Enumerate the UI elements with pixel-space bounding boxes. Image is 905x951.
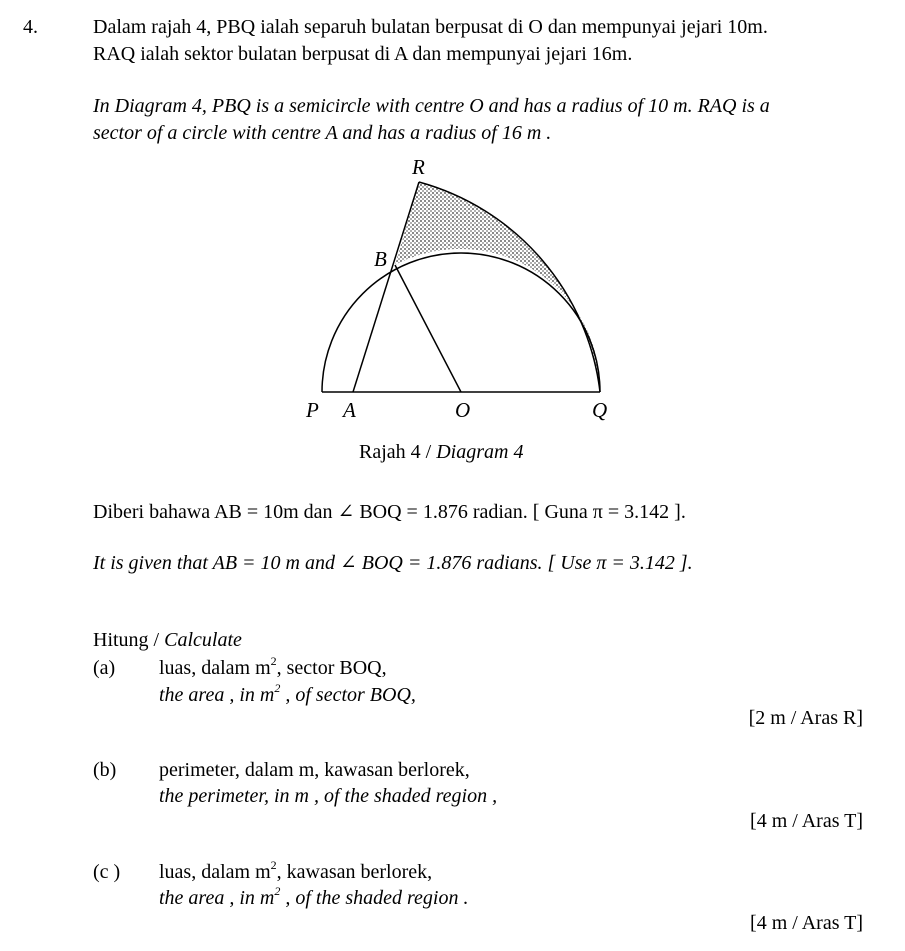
part-c-english-sup: 2 [274,884,281,898]
part-b-label: (b) [93,759,117,781]
line-bo [395,265,461,392]
part-c-malay-rest: , kawasan berlorek, [276,861,433,883]
line-ar [353,182,419,392]
part-a-malay-text: luas, dalam m [159,657,271,679]
part-c-english-text: the area , in m [159,887,275,909]
part-c-malay-sup: 2 [270,858,277,872]
intro-malay-line-2: RAQ ialah sektor bulatan berpusat di A dan mempunyai jejari 16m. [93,43,633,65]
shaded-region [395,182,600,392]
label-p: P [306,398,319,422]
diagram-caption [359,440,523,464]
part-a-english [159,683,416,707]
calculate-english: Calculate [164,629,242,651]
label-b: B [374,247,387,271]
part-a-malay-sup: 2 [270,654,277,668]
part-a-marks: [2 m / Aras R] [748,707,863,729]
part-c-label: (c ) [93,861,121,883]
intro-english-line-1: In Diagram 4, PBQ is a semicircle with centre O and has a radius of 10 m. RAQ is a [93,95,770,117]
label-o: O [455,398,471,422]
given-english: It is given that AB = 10 m and ∠ BOQ = 1.876 radians. [ Use π = 3.142 ]. [93,552,693,574]
label-a: A [343,398,356,422]
part-a-malay-rest: , sector BOQ, [276,657,387,679]
part-a-label: (a) [93,657,116,679]
caption-malay: Rajah 4 / [359,441,437,463]
part-a-malay [159,656,387,680]
part-c-malay [159,860,432,884]
calculate-heading [93,628,242,652]
part-c-english-rest: , of the shaded region . [280,887,469,909]
part-b-english: the perimeter, in m , of the shaded region , [159,785,498,807]
calculate-malay: Hitung / [93,629,165,651]
intro-malay-line-1: Dalam rajah 4, PBQ ialah separuh bulatan berpusat di O dan mempunyai jejari 10m. [93,16,768,38]
part-c-english [159,886,468,910]
intro-english-line-2: sector of a circle with centre A and has a radius of 16 m . [93,122,552,144]
part-a-english-rest: , of sector BOQ, [280,684,416,706]
given-malay: Diberi bahawa AB = 10m dan ∠ BOQ = 1.876 radian. [ Guna π = 3.142 ]. [93,501,686,523]
caption-english: Diagram 4 [436,441,524,463]
part-b-marks: [4 m / Aras T] [750,810,863,832]
label-q: Q [592,398,608,422]
part-a-english-text: the area , in m [159,684,275,706]
part-a-english-sup: 2 [274,681,281,695]
part-c-marks: [4 m / Aras T] [750,912,863,934]
semicircle-pbq [322,253,600,392]
part-c-malay-text: luas, dalam m [159,861,271,883]
part-b-malay: perimeter, dalam m, kawasan berlorek, [159,759,470,781]
question-number: 4. [23,16,38,38]
label-r: R [412,155,425,179]
